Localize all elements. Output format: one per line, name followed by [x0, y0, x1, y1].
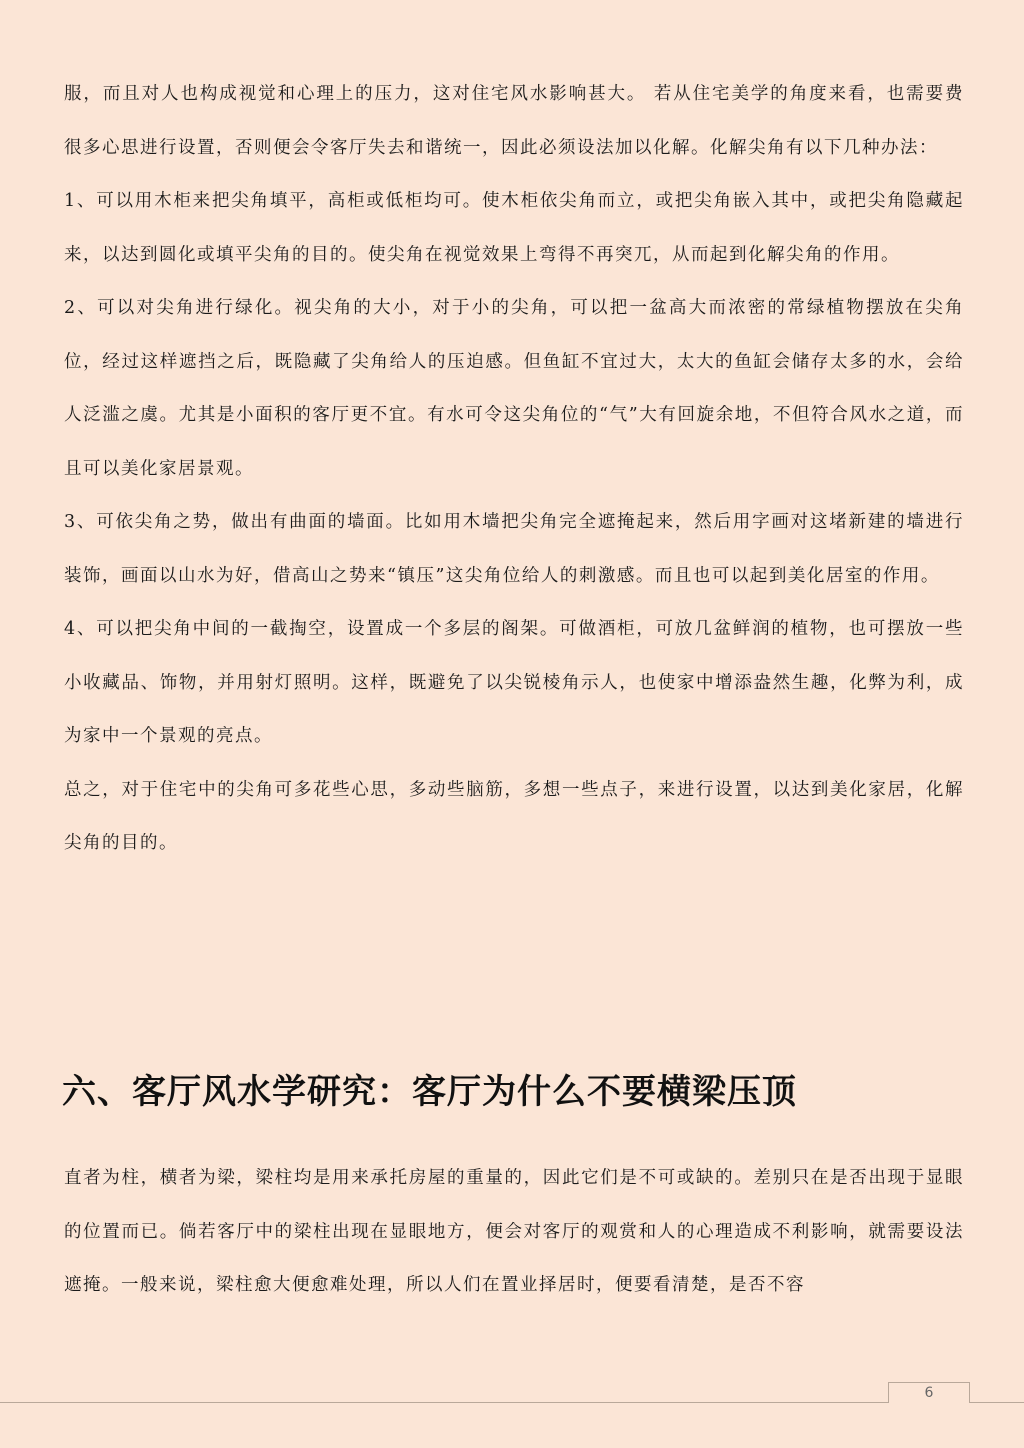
paragraph-method-2: 2、可以对尖角进行绿化。视尖角的大小，对于小的尖角，可以把一盆高大而浓密的常绿植物摆放在尖角位，经过这样遮挡之后，既隐藏了尖角给人的压迫感。但鱼缸不宜过大，太大的鱼缸会储存太多的水，会给人泛滥之虞。尤其是小面积的客厅更不宜。有水可令这尖角位的“气”大有回旋余地，不但符合风水之道，而且可以美化家居景观。	[64, 298, 964, 479]
paragraph-method-4: 4、可以把尖角中间的一截掏空，设置成一个多层的阁架。可做酒柜，可放几盆鲜润的植物，也可摆放一些小收藏品、饰物，并用射灯照明。这样，既避免了以尖锐棱角示人，也使家中增添盎然生趣，化弊为利，成为家中一个景观的亮点。	[64, 619, 964, 746]
paragraph-summary: 总之，对于住宅中的尖角可多花些心思，多动些脑筋，多想一些点子，来进行设置，以达到美化家居，化解尖角的目的。	[64, 779, 964, 853]
body-text	[64, 68, 964, 871]
paragraph-method-1: 1、可以用木柜来把尖角填平，高柜或低柜均可。使木柜依尖角而立，或把尖角嵌入其中，或把尖角隐藏起来，以达到圆化或填平尖角的目的。使尖角在视觉效果上弯得不再突兀，从而起到化解尖角的作用。	[64, 191, 964, 265]
section-heading: 六、客厅风水学研究：客厅为什么不要横梁压顶	[62, 1072, 797, 1112]
page-number: 6	[888, 1382, 970, 1403]
section-body	[64, 1152, 964, 1313]
paragraph-method-3: 3、可依尖角之势，做出有曲面的墙面。比如用木墙把尖角完全遮掩起来，然后用字画对这堵新建的墙进行装饰，画面以山水为好，借高山之势来“镇压”这尖角位给人的刺激感。而且也可以起到美化居室的作用。	[64, 512, 964, 586]
paragraph-section-intro: 直者为柱，横者为梁，梁柱均是用来承托房屋的重量的，因此它们是不可或缺的。差别只在是否出现于显眼的位置而已。倘若客厅中的梁柱出现在显眼地方，便会对客厅的观赏和人的心理造成不利影响，就需要设法遮掩。一般来说，梁柱愈大便愈难处理，所以人们在置业择居时，便要看清楚，是否不容	[64, 1168, 964, 1295]
footer-divider	[0, 1402, 1024, 1403]
paragraph-intro: 服，而且对人也构成视觉和心理上的压力，这对住宅风水影响甚大。 若从住宅美学的角度来看，也需要费很多心思进行设置，否则便会令客厅失去和谐统一，因此必须设法加以化解。化解尖角有以下几种办法：	[64, 84, 964, 158]
